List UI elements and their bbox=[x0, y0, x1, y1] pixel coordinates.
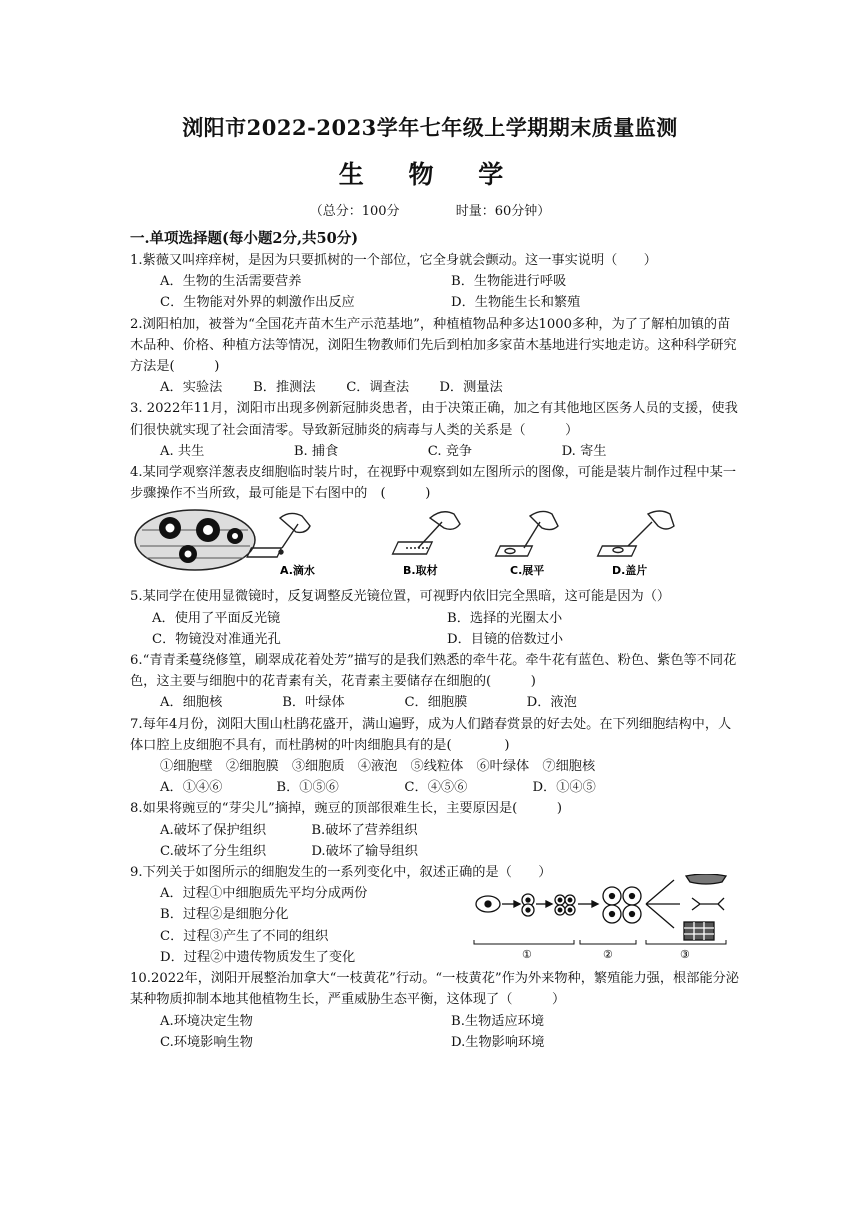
subject-title: 生 物 学 bbox=[338, 160, 522, 189]
slide-preparation-figure bbox=[130, 508, 742, 580]
step-a-drip-water-image bbox=[247, 514, 310, 558]
option-c[interactable]: C．物镜没对准通光孔 bbox=[152, 631, 281, 647]
process-label-3: ③ bbox=[680, 948, 690, 961]
question-2-stem: 2.浏阳柏加，被誉为“全国花卉苗木生产示范基地”，种植植物品种多达1000多种，为了了解柏加镇的苗木品种、价格、种植方法等情况，浏阳生物教师们先后到柏加多家苗木基地进行实地走访。这种科学研究方法是( ) bbox=[130, 316, 737, 375]
question-list bbox=[130, 228, 742, 1053]
caption-d: D.盖片 bbox=[612, 564, 648, 578]
option-a[interactable]: A．使用了平面反光镜 bbox=[152, 610, 281, 626]
question-7-structures: ①细胞壁 ②细胞膜 ③细胞质 ④液泡 ⑤线粒体 ⑥叶绿体 ⑦细胞核 bbox=[160, 759, 596, 775]
option-c[interactable]: C．细胞膜 bbox=[404, 695, 468, 711]
option-b[interactable]: B．生物能进行呼吸 bbox=[451, 274, 567, 290]
question-2-options bbox=[130, 377, 742, 398]
option-d[interactable]: D．①④⑤ bbox=[532, 780, 596, 796]
question-7-stem: 7.每年4月份，浏阳大围山杜鹃花盛开，满山遍野，成为人们踏春赏景的好去处。在下列细胞结构中，人体口腔上皮细胞不具有，而杜鹃树的叶肉细胞具有的是( ) bbox=[130, 716, 732, 753]
option-d[interactable]: D．过程②中遗传物质发生了变化 bbox=[160, 949, 356, 965]
option-c[interactable]: C.破坏了分生组织 bbox=[160, 843, 267, 859]
question-3-options bbox=[130, 441, 742, 462]
exam-title: 浏阳市2022-2023学年七年级上学期期末质量监测 bbox=[182, 115, 678, 140]
question-10-options bbox=[130, 1011, 742, 1053]
option-c[interactable]: C. 竞争 bbox=[427, 443, 473, 459]
question-9-stem: 9.下列关于如图所示的细胞发生的一系列变化中，叙述正确的是（ ） bbox=[130, 865, 552, 881]
option-b[interactable]: B. 捕食 bbox=[293, 443, 339, 459]
option-c[interactable]: C．生物能对外界的刺激作出反应 bbox=[160, 295, 355, 311]
question-6-stem: 6.“青青柔蔓绕修篁，刷翠成花着处芳”描写的是我们熟悉的牵牛花。牵牛花有蓝色、粉色、紫色等不同花色，这主要与细胞中的花青素有关，花青素主要储存在细胞的( ) bbox=[130, 653, 737, 690]
option-b[interactable]: B.破坏了营养组织 bbox=[311, 822, 418, 838]
caption-a: A.滴水 bbox=[280, 564, 315, 578]
process-label-1: ① bbox=[522, 948, 532, 961]
option-b[interactable]: B．过程②是细胞分化 bbox=[160, 907, 289, 923]
question-10-stem: 10.2022年，浏阳开展整治加拿大“一枝黄花”行动。“一枝黄花”作为外来物种，繁殖能力强，根部能分泌某种物质抑制本地其他植物生长，严重威胁生态平衡，这体现了（ ） bbox=[130, 971, 739, 1008]
option-b[interactable]: B.生物适应环境 bbox=[451, 1013, 545, 1029]
question-5-options bbox=[130, 608, 742, 650]
question-7-options bbox=[130, 777, 742, 798]
section-heading: 一.单项选择题(每小题2分,共50分) bbox=[130, 230, 359, 247]
microscope-view-image bbox=[135, 510, 255, 570]
option-b[interactable]: B．①⑤⑥ bbox=[276, 780, 339, 796]
option-a[interactable]: A．生物的生活需要营养 bbox=[160, 274, 302, 290]
option-d[interactable]: D.生物影响环境 bbox=[451, 1034, 545, 1050]
option-d[interactable]: D．生物能生长和繁殖 bbox=[451, 295, 581, 311]
option-a[interactable]: A. 共生 bbox=[160, 443, 205, 459]
question-5-stem: 5.某同学在使用显微镜时，反复调整反光镜位置，可视野内依旧完全黑暗，这可能是因为（） bbox=[130, 589, 671, 605]
step-b-take-material-image bbox=[393, 512, 460, 554]
question-6-options bbox=[130, 692, 742, 713]
caption-b: B.取材 bbox=[403, 564, 438, 578]
option-a[interactable]: A.环境决定生物 bbox=[160, 1013, 253, 1029]
option-b[interactable]: B．叶绿体 bbox=[282, 695, 345, 711]
option-c[interactable]: C．过程③产生了不同的组织 bbox=[160, 928, 329, 944]
exam-meta bbox=[0, 200, 860, 219]
option-a[interactable]: A．①④⑥ bbox=[160, 780, 223, 796]
option-c[interactable]: C．调查法 bbox=[346, 380, 410, 396]
cell-division-figure bbox=[470, 874, 746, 960]
question-1-options bbox=[130, 271, 742, 313]
option-a[interactable]: A.破坏了保护组织 bbox=[160, 822, 267, 838]
question-9 bbox=[130, 862, 742, 968]
question-1-stem: 1.紫薇又叫痒痒树，是因为只要抓树的一个部位，它全身就会颤动。这一事实说明（ ） bbox=[130, 253, 657, 268]
process-label-2: ② bbox=[603, 948, 613, 961]
option-d[interactable]: D.破坏了输导组织 bbox=[311, 843, 418, 859]
step-d-cover-slip-image bbox=[598, 511, 674, 556]
option-d[interactable]: D．目镜的倍数过小 bbox=[447, 631, 564, 647]
option-c[interactable]: C．④⑤⑥ bbox=[404, 780, 468, 796]
option-d[interactable]: D．液泡 bbox=[526, 695, 577, 711]
option-a[interactable]: A．过程①中细胞质先平均分成两份 bbox=[160, 886, 368, 902]
question-8-stem: 8.如果将豌豆的“芽尖儿”摘掉，豌豆的顶部很难生长，主要原因是( ) bbox=[130, 801, 562, 817]
option-a[interactable]: A．细胞核 bbox=[160, 695, 223, 711]
option-d[interactable]: D．测量法 bbox=[439, 380, 503, 396]
slide-preparation-illustration bbox=[130, 508, 742, 580]
option-a[interactable]: A．实验法 bbox=[160, 380, 223, 396]
caption-c: C.展平 bbox=[510, 564, 545, 578]
question-4-stem: 4.某同学观察洋葱表皮细胞临时装片时，在视野中观察到如左图所示的图像，可能是装片制作过程中某一步骤操作不当所致，最可能是下右图中的 ( ) bbox=[130, 465, 737, 502]
question-8-options bbox=[130, 820, 742, 862]
question-3-stem: 3. 2022年11月，浏阳市出现多例新冠肺炎患者，由于决策正确，加之有其他地区医务人员的支援，使我们很快就实现了社会面清零。导致新冠肺炎的病毒与人类的关系是（ ） bbox=[130, 401, 738, 438]
step-c-flatten-image bbox=[496, 512, 558, 557]
option-d[interactable]: D. 寄生 bbox=[561, 443, 607, 459]
option-c[interactable]: C.环境影响生物 bbox=[160, 1034, 253, 1050]
option-b[interactable]: B．选择的光圈太小 bbox=[447, 610, 563, 626]
time-limit: 时量：60分钟） bbox=[455, 204, 551, 219]
total-score: （总分：100分 bbox=[309, 204, 400, 219]
option-b[interactable]: B．推测法 bbox=[253, 380, 316, 396]
